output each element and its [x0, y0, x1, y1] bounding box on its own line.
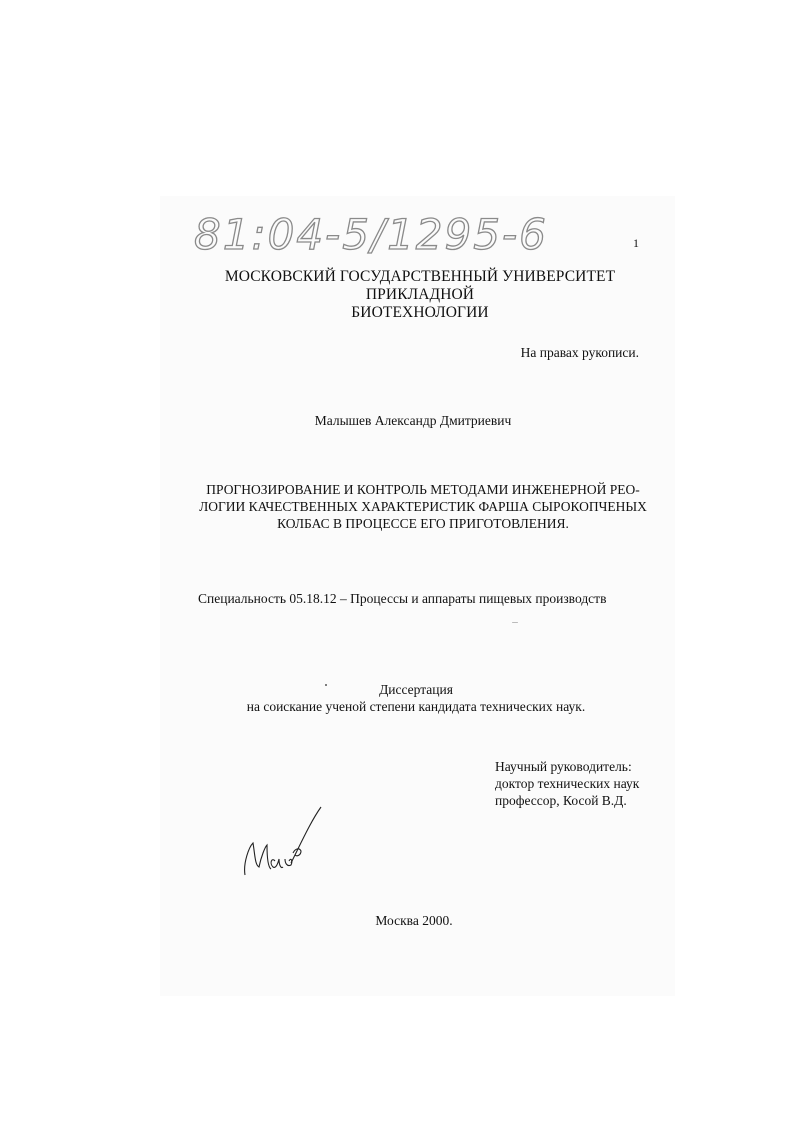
- archive-stamp-code: 81:04-5/1295-6: [194, 210, 548, 259]
- manuscript-rights-note: На правах рукописи.: [520, 345, 639, 360]
- university-line-2: БИОТЕХНОЛОГИИ: [351, 304, 489, 321]
- title-line-1: ПРОГНОЗИРОВАНИЕ И КОНТРОЛЬ МЕТОДАМИ ИНЖЕНЕРНОЙ РЕО-: [206, 482, 640, 497]
- dissertation-title: [196, 481, 650, 532]
- handwritten-signature: [235, 803, 335, 883]
- university-line-1: МОСКОВСКИЙ ГОСУДАРСТВЕННЫЙ УНИВЕРСИТЕТ ПРИКЛАДНОЙ: [224, 268, 616, 303]
- specialty-line: Специальность 05.18.12 – Процессы и аппараты пищевых производств: [198, 591, 607, 606]
- author-name: Малышев Александр Дмитриевич: [314, 413, 512, 428]
- place-and-year: Москва 2000.: [375, 913, 453, 928]
- dissertation-line-1: Диссертация: [379, 682, 453, 697]
- title-line-3: КОЛБАС В ПРОЦЕССЕ ЕГО ПРИГОТОВЛЕНИЯ.: [277, 516, 569, 531]
- supervisor-line-3: профессор, Косой В.Д.: [495, 793, 627, 808]
- scientific-supervisor: [495, 758, 639, 809]
- scan-speck: [325, 684, 327, 686]
- university-name: [200, 268, 640, 322]
- scan-speck: [512, 622, 518, 623]
- supervisor-line-1: Научный руководитель:: [495, 759, 632, 774]
- supervisor-line-2: доктор технических наук: [495, 776, 640, 791]
- title-line-2: ЛОГИИ КАЧЕСТВЕННЫХ ХАРАКТЕРИСТИК ФАРША СЫРОКОПЧЕНЫХ: [199, 499, 647, 514]
- dissertation-line-2: на соискание ученой степени кандидата технических наук.: [246, 699, 586, 714]
- dissertation-type: [200, 681, 632, 715]
- archive-stamp: [190, 203, 548, 263]
- page-number: 1: [633, 236, 639, 250]
